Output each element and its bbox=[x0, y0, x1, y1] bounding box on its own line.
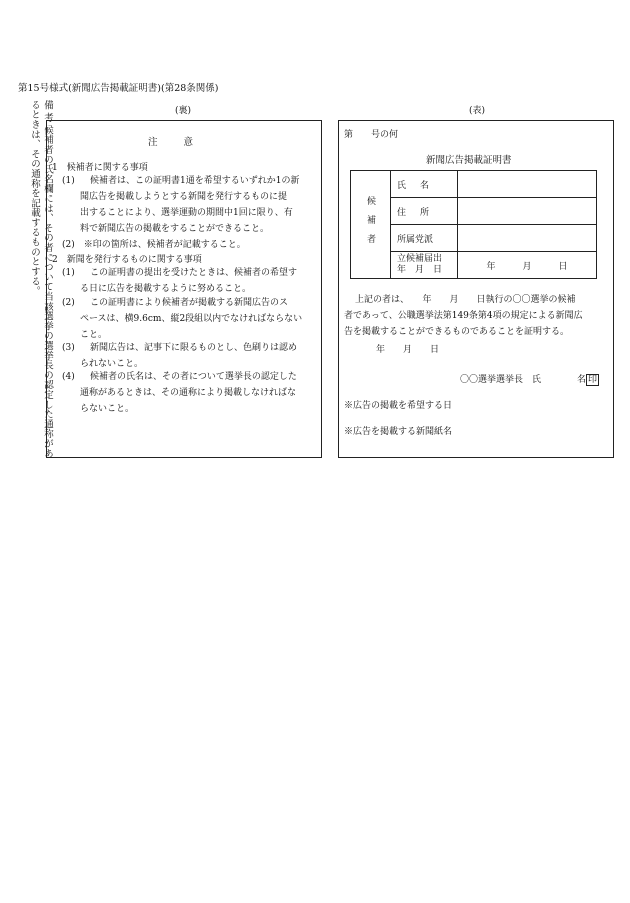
item-2-1-line: この証明書の提出を受けたときは、候補者の希望す bbox=[90, 268, 298, 278]
side-note-text: 候補者の氏名欄には、その者について当該選挙の選挙長の認定した通称があるときは、その通称を記載するものとする。 bbox=[29, 100, 53, 459]
party-value bbox=[458, 225, 597, 252]
item-number: (2) bbox=[62, 298, 75, 308]
item-2-4-line: 通称があるときは、その通称により掲載しなければな bbox=[80, 388, 297, 398]
name-label: 氏名 bbox=[391, 171, 458, 198]
item-2-4-line: らないこと。 bbox=[80, 404, 135, 414]
certification-line: 上記の者は、 年 月 日執行の〇〇選挙の候補 bbox=[355, 295, 576, 305]
item-2-3-line: られないこと。 bbox=[80, 359, 144, 369]
item-number: (3) bbox=[62, 343, 75, 353]
item-2-3-line: 新聞広告は、記事下に限るものとし、色刷りは認め bbox=[90, 343, 298, 353]
signer: 〇〇選挙選挙長 氏 名 bbox=[460, 375, 587, 385]
certification-line: 者であって、公職選挙法第149条第4項の規定による新聞広 bbox=[344, 311, 583, 321]
back-panel-label: (裏) bbox=[174, 106, 192, 116]
seal-mark: 印 bbox=[588, 375, 598, 385]
party-label: 所属党派 bbox=[391, 225, 458, 252]
form-title: 第15号様式(新聞広告掲載証明書)(第28条関係) bbox=[18, 83, 219, 94]
back-section-2: 2 新聞を発行するものに関する事項 bbox=[52, 255, 202, 265]
item-number: (4) bbox=[62, 372, 75, 382]
item-2-2-line: ペースは、横9.6cm、縦2段組以内でなければならない bbox=[80, 314, 303, 324]
name-value bbox=[458, 171, 597, 198]
item-2-2-line: この証明書により候補者が掲載する新聞広告のス bbox=[90, 298, 289, 308]
filed-date-label: 立候補届出 年 月 日 bbox=[391, 252, 458, 279]
number-line: 第 号の何 bbox=[344, 130, 399, 140]
item-1-1-line: 料で新聞広告の掲載をすることができること。 bbox=[80, 224, 270, 234]
back-title: 注意 bbox=[148, 137, 220, 148]
item-number: (1) bbox=[62, 176, 75, 186]
item-1-1-line: 聞広告を掲載しようとする新聞を発行するものに提 bbox=[80, 192, 288, 202]
item-1-1-line: 出することにより、選挙運動の期間中1回に限り、有 bbox=[80, 208, 293, 218]
front-panel-label: (表) bbox=[468, 106, 486, 116]
desired-date-label: ※広告の掲載を希望する日 bbox=[344, 401, 453, 411]
item-1-1-line: 候補者は、この証明書1通を希望するいずれか1の新 bbox=[90, 176, 300, 186]
candidate-side-label: 候補者 bbox=[351, 171, 391, 279]
certification-line: 告を掲載することができるものであることを証明する。 bbox=[344, 327, 570, 337]
item-2-2-line: こと。 bbox=[80, 330, 108, 340]
candidate-table bbox=[350, 170, 597, 279]
item-2-1-line: る日に広告を掲載するように努めること。 bbox=[80, 284, 252, 294]
address-value bbox=[458, 198, 597, 225]
address-label: 住所 bbox=[391, 198, 458, 225]
newspaper-name-label: ※広告を掲載する新聞紙名 bbox=[344, 427, 453, 437]
front-title: 新聞広告掲載証明書 bbox=[426, 155, 512, 166]
item-1-2: (2) ※印の箇所は、候補者が記載すること。 bbox=[62, 240, 246, 250]
issue-date: 年 月 日 bbox=[376, 345, 440, 355]
item-number: (1) bbox=[62, 268, 75, 278]
signer-line bbox=[460, 372, 599, 385]
back-section-1: 1 候補者に関する事項 bbox=[52, 163, 148, 173]
filed-date-value: 年 月 日 bbox=[458, 252, 597, 279]
side-note-heading: 備考 bbox=[42, 100, 53, 125]
item-2-4-line: 候補者の氏名は、その者について選挙長の認定した bbox=[90, 372, 297, 382]
